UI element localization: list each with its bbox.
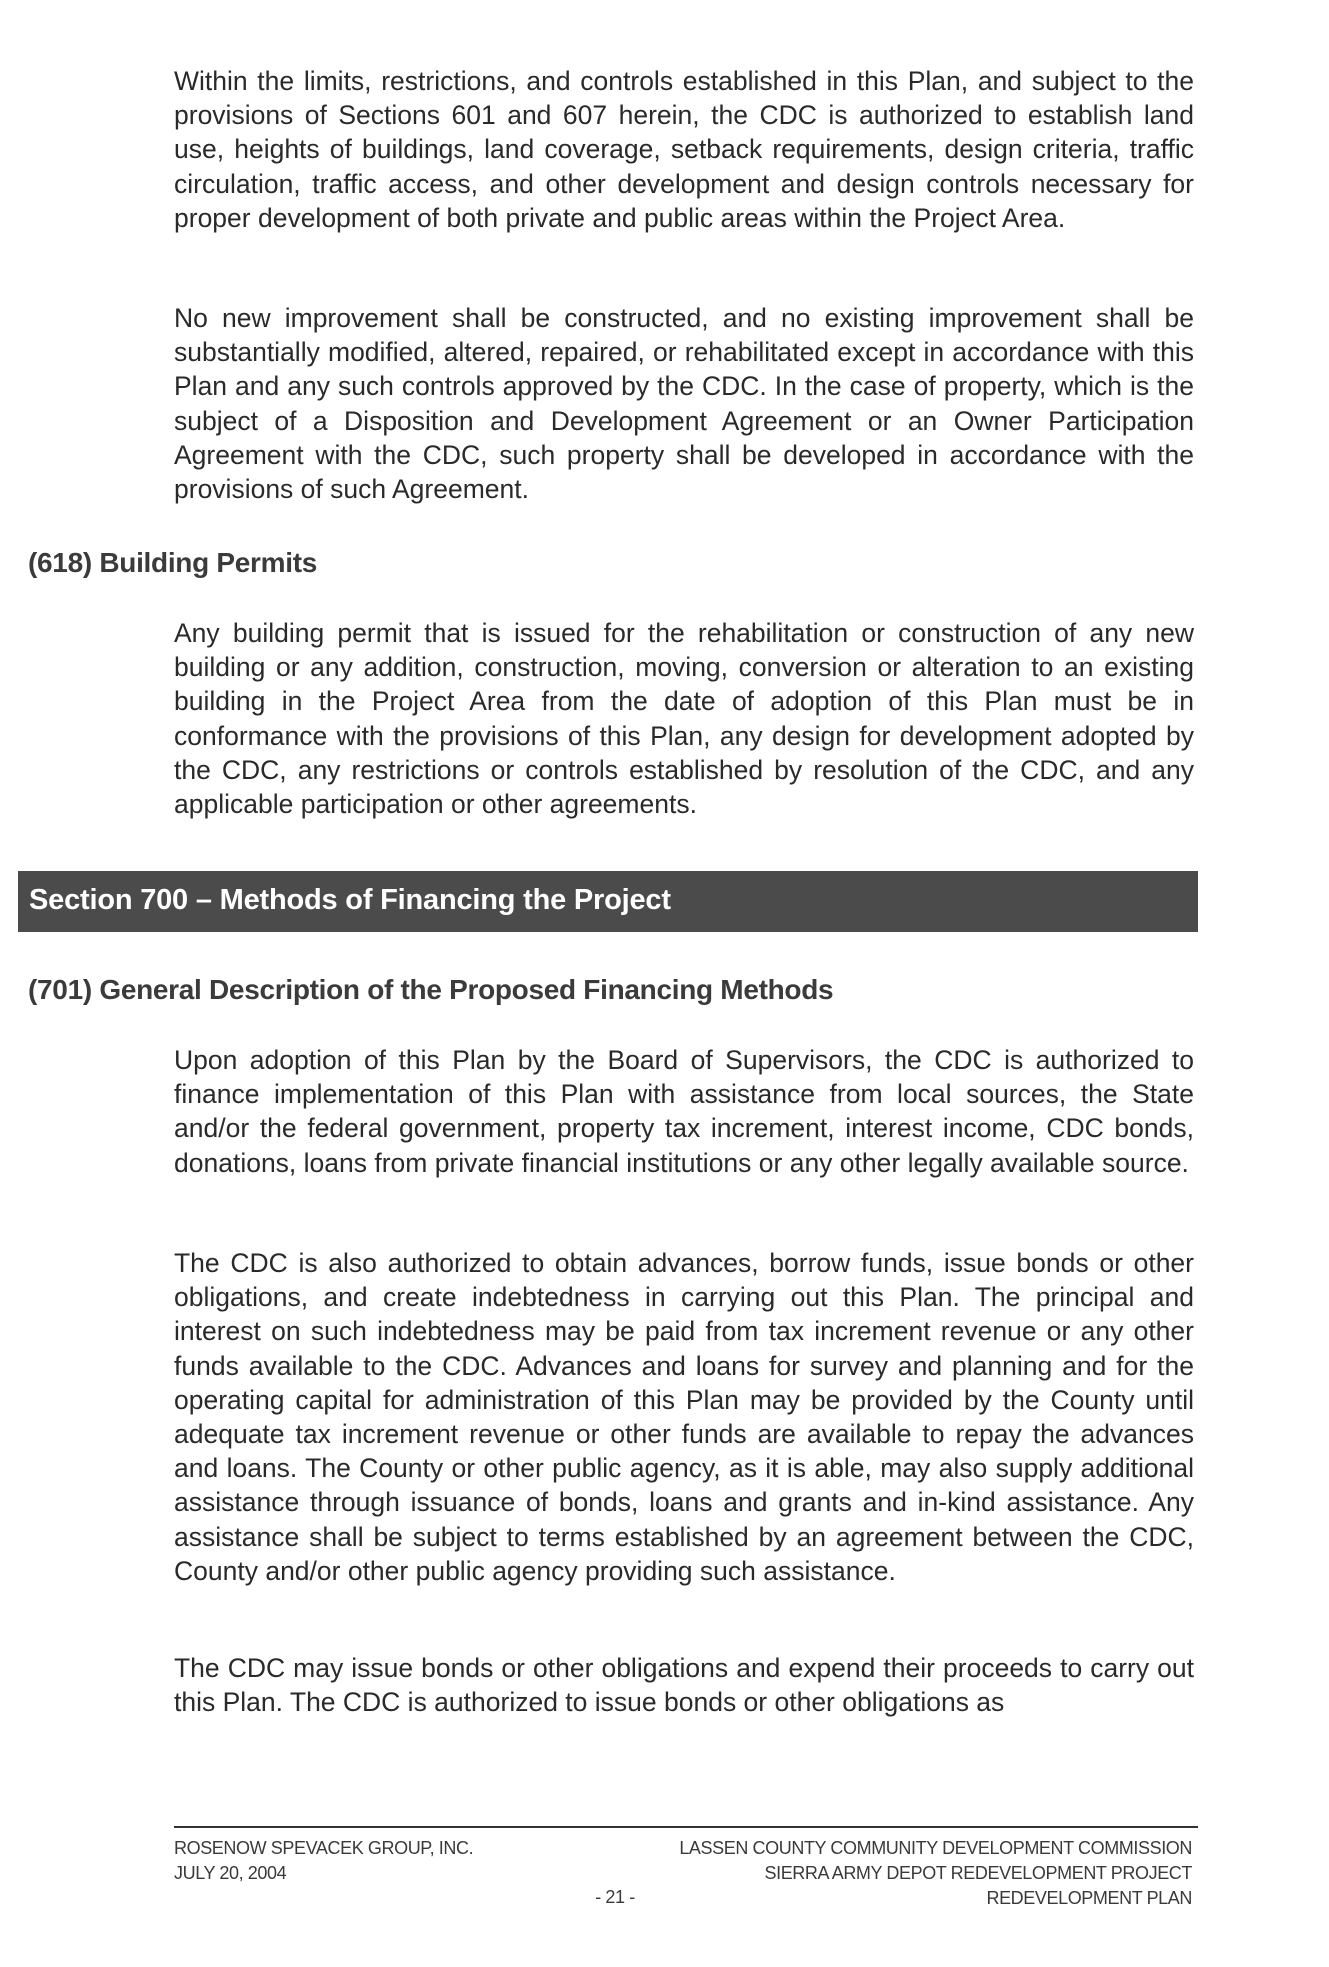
footer-company: ROSENOW SPEVACEK GROUP, INC.	[174, 1838, 474, 1858]
footer-right-block	[679, 1836, 1192, 1911]
footer-project: SIERRA ARMY DEPOT REDEVELOPMENT PROJECT	[764, 1863, 1192, 1883]
footer-divider	[174, 1826, 1198, 1828]
footer-plan: REDEVELOPMENT PLAN	[986, 1888, 1192, 1908]
page-number: - 21 -	[595, 1887, 635, 1907]
paragraph-new-improvements: No new improvement shall be constructed, and no existing improvement shall be substantially modified, altered, repaired, or rehabilitated except in accordance with this Plan and any such controls approved by the CDC. In the case of property, which is the subject of a Disposition and Development Agreement or an Owner Participation Agreement with the CDC, such property shall be developed in accordance with the provisions of such Agreement.	[174, 303, 1194, 505]
footer-left-block	[174, 1836, 473, 1886]
section-700-title: Section 700 – Methods of Financing the Project	[29, 884, 671, 916]
footer-commission: LASSEN COUNTY COMMUNITY DEVELOPMENT COMMISSION	[679, 1838, 1192, 1858]
heading-financing-methods: (701) General Description of the Proposed Financing Methods	[28, 974, 834, 1005]
footer-date: JULY 20, 2004	[174, 1863, 287, 1883]
section-700-header	[18, 871, 1198, 932]
paragraph-adoption-financing: Upon adoption of this Plan by the Board of Supervisors, the CDC is authorized to finance implementation of this Plan with assistance from local sources, the State and/or the federal government, property tax increment, interest income, CDC bonds, donations, loans from private financial institutions or any other legally available source.	[174, 1045, 1194, 1178]
paragraph-building-permits: Any building permit that is issued for the rehabilitation or construction of any new building or any addition, construction, moving, conversion or alteration to an existing building in the Project Area from the date of adoption of this Plan must be in conformance with the provisions of this Plan, any design for development adopted by the CDC, any restrictions or controls established by resolution of the CDC, and any applicable participation or other agreements.	[174, 618, 1194, 820]
paragraph-bonds-issuance: The CDC may issue bonds or other obligations and expend their proceeds to carry out this Plan. The CDC is authorized to issue bonds or other obligations as	[174, 1653, 1194, 1718]
paragraph-advances-borrowing: The CDC is also authorized to obtain advances, borrow funds, issue bonds or other obligations, and create indebtedness in carrying out this Plan. The principal and interest on such indebtedness may be paid from tax increment revenue or any other funds available to the CDC. Advances and loans for survey and planning and for the operating capital for administration of this Plan may be provided by the County until adequate tax increment revenue or other funds are available to repay the advances and loans. The County or other public agency, as it is able, may also supply additional assistance through issuance of bonds, loans and grants and in-kind assistance. Any assistance shall be subject to terms established by an agreement between the CDC, County and/or other public agency providing such assistance.	[174, 1248, 1194, 1586]
paragraph-development-controls: Within the limits, restrictions, and controls established in this Plan, and subject to the provisions of Sections 601 and 607 herein, the CDC is authorized to establish land use, heights of buildings, land coverage, setback requirements, design criteria, traffic circulation, traffic access, and other development and design controls necessary for proper development of both private and public areas within the Project Area.	[174, 66, 1194, 233]
heading-building-permits: (618) Building Permits	[28, 547, 318, 578]
